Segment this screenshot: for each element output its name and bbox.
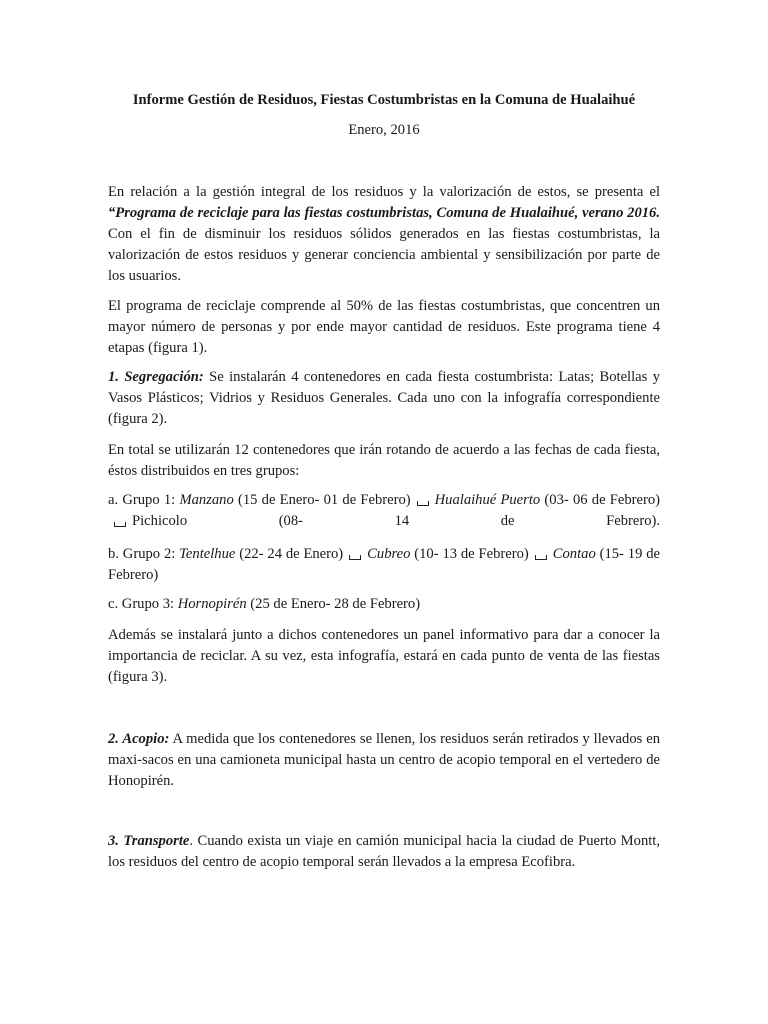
segregation-label: 1. Segregación: bbox=[108, 369, 204, 385]
group-1-place-1: Manzano bbox=[179, 492, 234, 508]
document-date: Enero, 2016 bbox=[348, 122, 420, 138]
group-1-line bbox=[108, 490, 660, 532]
group-2-prefix: b. Grupo 2: bbox=[108, 546, 180, 562]
program-paragraph: El programa de reciclaje comprende al 50% de las fiestas costumbristas, que concentren un mayor número de personas y por ende mayor cantidad de residuos. Este programa tiene 4 etapas (figura 1). bbox=[108, 298, 660, 356]
containers-paragraph: En total se utilizarán 12 contenedores que irán rotando de acuerdo a las fechas de cada fiesta, éstos distribuidos en tres grupos: bbox=[108, 442, 660, 479]
document-title: Informe Gestión de Residuos, Fiestas Costumbristas en la Comuna de Hualaihué bbox=[132, 92, 636, 108]
transporte-text: . Cuando exista un viaje en camión municipal hacia la ciudad de Puerto Montt, los residuos del centro de acopio temporal serán llevados a la empresa Ecofibra. bbox=[108, 833, 661, 870]
group-1-prefix: a. Grupo 1: bbox=[108, 492, 180, 508]
intro-paragraph bbox=[108, 182, 660, 287]
group-1-place-2: Hualaihué Puerto bbox=[434, 492, 541, 508]
segregation-text: Se instalarán 4 contenedores en cada fiesta costumbrista: Latas; Botellas y Vasos Plásticos; Vidrios y Residuos Generales. Cada uno con la infografía correspondiente (figura 2). bbox=[108, 369, 660, 427]
arrow-icon bbox=[535, 555, 547, 560]
group-2-place-2: Cubreo bbox=[367, 546, 411, 562]
segregation-paragraph bbox=[108, 367, 660, 430]
group-1-date-1: (15 de Enero- 01 de Febrero) bbox=[233, 492, 411, 508]
acopio-label: 2. Acopio: bbox=[108, 731, 170, 747]
group-2-place-3: Contao bbox=[552, 546, 596, 562]
group-3-place-1: Hornopirén bbox=[177, 596, 247, 612]
group-3-date-1: (25 de Enero- 28 de Febrero) bbox=[246, 596, 421, 612]
transporte-label: 3. Transporte bbox=[108, 833, 190, 849]
intro-text-start: En relación a la gestión integral de los residuos y la valorización de estos, se presenta el bbox=[108, 184, 660, 200]
acopio-paragraph bbox=[108, 729, 660, 792]
group-3-prefix: c. Grupo 3: bbox=[108, 596, 178, 612]
arrow-icon bbox=[114, 522, 126, 527]
intro-text-end: Con el fin de disminuir los residuos sólidos generados en las fiestas costumbristas, la valorización de estos residuos y generar conciencia ambiental y sensibilización por parte de los usuarios. bbox=[108, 226, 660, 284]
group-2-date-3: (15- 19 de Febrero) bbox=[108, 546, 660, 583]
panel-paragraph: Además se instalará junto a dichos contenedores un panel informativo para dar a conocer la importancia de reciclar. A su vez, esta infografía, estará en cada punto de venta de las fiestas (figura 3). bbox=[108, 627, 660, 685]
program-name: “Programa de reciclaje para las fiestas costumbristas, Comuna de Hualaihué, verano 2016. bbox=[108, 205, 660, 221]
group-2-date-2: (10- 13 de Febrero) bbox=[410, 546, 529, 562]
group-3-line bbox=[108, 594, 660, 615]
transporte-paragraph bbox=[108, 831, 660, 873]
arrow-icon bbox=[417, 501, 429, 506]
group-1-place-3: Pichicolo (08- 14 de Febrero). bbox=[132, 513, 660, 529]
acopio-text: A medida que los contenedores se llenen, los residuos serán retirados y llevados en maxi-sacos en una camioneta municipal hasta un centro de acopio temporal en el vertedero de Honopirén. bbox=[108, 731, 660, 789]
group-2-place-1: Tentelhue bbox=[179, 546, 236, 562]
group-1-date-2: (03- 06 de Febrero) bbox=[540, 492, 661, 508]
group-2-line bbox=[108, 544, 660, 586]
arrow-icon bbox=[349, 555, 361, 560]
group-2-date-1: (22- 24 de Enero) bbox=[235, 546, 344, 562]
